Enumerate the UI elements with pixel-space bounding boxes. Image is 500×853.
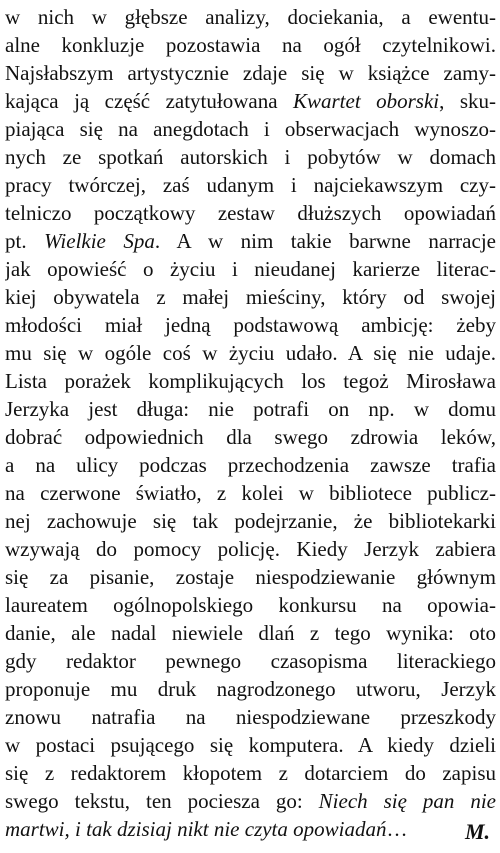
text-line	[5, 172, 496, 198]
line-text: się z redaktorem kłopotem z dotarciem do zapisu	[5, 761, 496, 785]
line-text: w postaci psującego się komputera. A kiedy dzieli	[5, 733, 496, 757]
line-text: alne konkluzje pozostawia na ogół czytelnikowi.	[5, 33, 496, 57]
text-line	[5, 536, 496, 562]
line-text: , sku-	[439, 89, 496, 113]
italic-title-text: Wielkie Spa	[44, 229, 155, 253]
line-text: kająca ją część zatytułowana	[5, 89, 293, 113]
text-line	[5, 368, 496, 394]
line-text: …	[386, 817, 408, 841]
italic-title-text: Niech się pan nie	[318, 789, 496, 813]
line-text: na czerwone światło, z kolei w bibliotece publicz-	[5, 481, 496, 505]
line-text: kiej obywatela z małej mieściny, który od swojej	[5, 285, 496, 309]
line-text: dobrać odpowiednich dla swego zdrowia leków,	[5, 425, 496, 449]
text-line	[5, 396, 496, 422]
line-text: piająca się na anegdotach i obserwacjach wynoszo-	[5, 117, 496, 141]
line-text: nych ze spotkań autorskich i pobytów w domach	[5, 145, 496, 169]
text-line	[5, 704, 496, 730]
italic-title-text: Kwartet oborski	[292, 89, 440, 113]
text-line	[5, 788, 496, 814]
line-text: telniczo początkowy zestaw dłuższych opowiadań	[5, 201, 496, 225]
text-line	[5, 228, 496, 254]
text-line	[5, 760, 496, 786]
text-line	[5, 116, 496, 142]
text-line	[5, 508, 496, 534]
text-line	[5, 340, 496, 366]
line-text: Najsłabszym artystycznie zdaje się w książce zamy-	[5, 61, 496, 85]
line-text: pracy twórczej, zaś udanym i najciekawszym czy-	[5, 173, 496, 197]
text-line	[5, 564, 496, 590]
line-text: nej zachowuje się tak podejrzanie, że bibliotekarki	[5, 509, 496, 533]
text-line	[5, 284, 496, 310]
line-text: mu się w ogóle coś w życiu udało. A się nie udaje.	[5, 341, 496, 365]
text-line	[5, 592, 496, 618]
line-text: danie, ale nadal niewiele dlań z tego wynika: oto	[5, 621, 496, 645]
italic-title-text: martwi, i tak dzisiaj nikt nie czyta opowiadań	[5, 817, 387, 841]
line-text: a na ulicy podczas przechodzenia zawsze trafia	[5, 453, 496, 477]
line-text: pt.	[5, 229, 45, 253]
text-line	[5, 648, 496, 674]
text-line	[5, 256, 496, 282]
text-line	[5, 816, 496, 842]
text-line	[5, 732, 496, 758]
text-line	[5, 676, 496, 702]
line-text: znowu natrafia na niespodziewane przeszkody	[5, 705, 496, 729]
text-line	[5, 312, 496, 338]
text-line	[5, 424, 496, 450]
text-line	[5, 620, 496, 646]
text-line	[5, 452, 496, 478]
line-text: Jerzyka jest długa: nie potrafi on np. w domu	[5, 397, 496, 421]
text-line	[5, 480, 496, 506]
line-text: proponuje mu druk nagrodzonego utworu, Jerzyk	[5, 677, 496, 701]
text-line	[5, 144, 496, 170]
line-text: . A w nim takie barwne narracje	[154, 229, 496, 253]
text-line	[5, 32, 496, 58]
line-text: młodości miał jedną podstawową ambicję: żeby	[5, 313, 496, 337]
line-text: w nich w głębsze analizy, dociekania, a ewentu-	[5, 5, 496, 29]
line-text: laureatem ogólnopolskiego konkursu na opowia-	[5, 593, 496, 617]
line-text: Lista porażek komplikujących los tegoż Mirosława	[5, 369, 496, 393]
text-line	[5, 88, 496, 114]
line-text: jak opowieść o życiu i nieudanej karierze literac-	[5, 257, 496, 281]
line-text: gdy redaktor pewnego czasopisma literackiego	[5, 649, 496, 673]
author-signature: M.	[464, 819, 490, 844]
line-text: wzywają do pomocy policję. Kiedy Jerzyk zabiera	[5, 537, 496, 561]
line-text: się za pisanie, zostaje niespodziewanie głównym	[5, 565, 496, 589]
text-line	[5, 60, 496, 86]
text-line	[5, 4, 496, 30]
line-text: swego tekstu, ten pociesza go:	[5, 789, 319, 813]
review-page	[5, 0, 496, 853]
text-line	[5, 200, 496, 226]
